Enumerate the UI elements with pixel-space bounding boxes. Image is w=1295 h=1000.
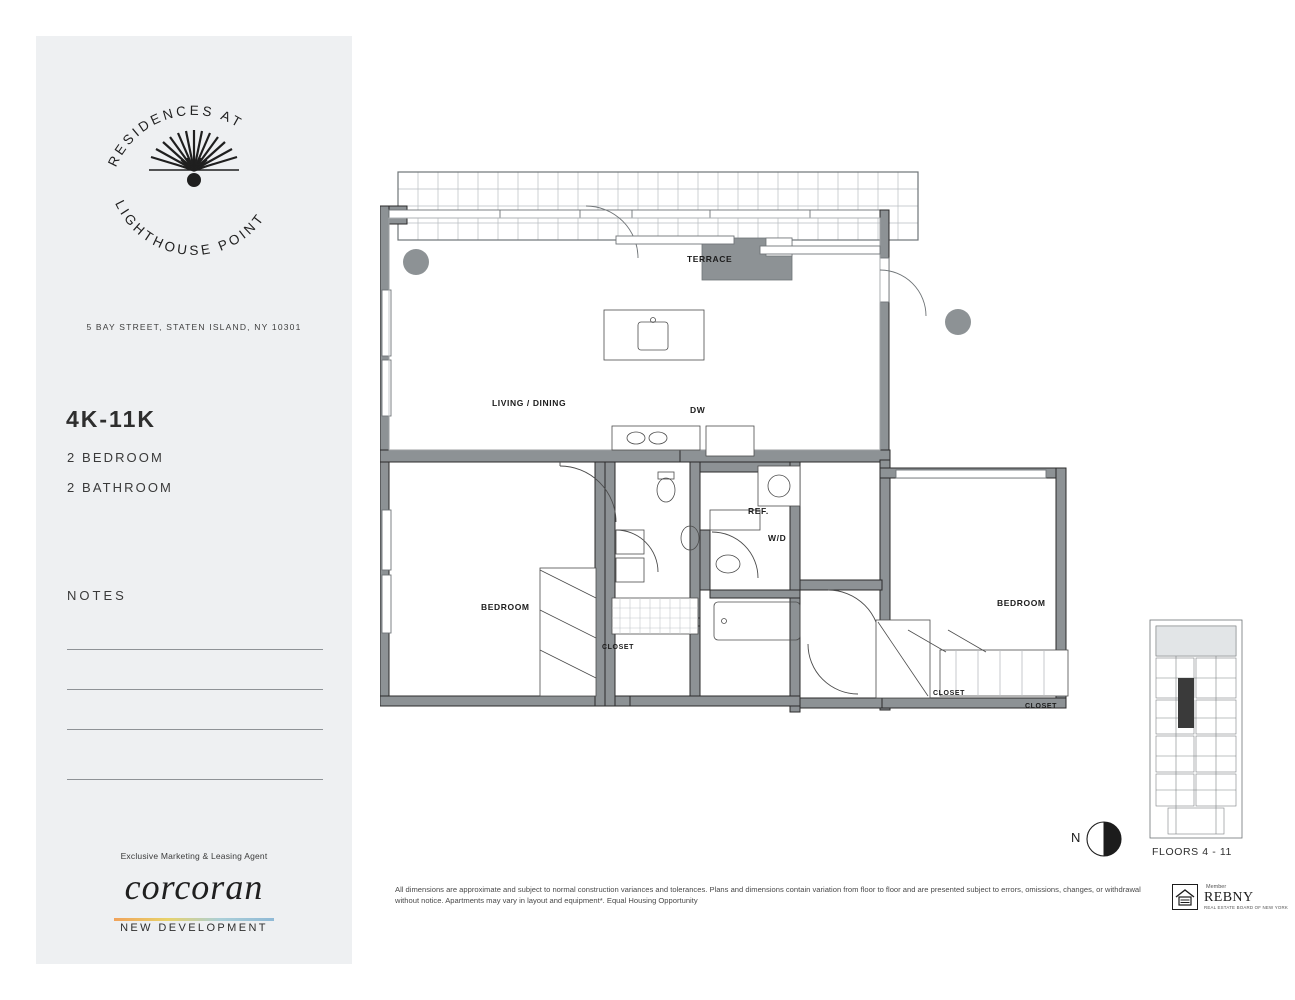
appliance-label-refrigerator: REF. xyxy=(748,506,769,516)
appliance-label-washer-dryer: W/D xyxy=(768,533,787,543)
sidebar xyxy=(36,36,352,964)
closet-label-left: CLOSET xyxy=(602,644,634,651)
svg-text:LIGHTHOUSE POINT: LIGHTHOUSE POINT xyxy=(112,197,268,258)
disclaimer-text: All dimensions are approximate and subject to normal construction variances and tolerances. Plans and dimensions contain variation from floor to floor and are presented subject to errors, omissions, changes, or withdrawal without notice. Apartments may vary in layout and equipment*. Equal Housing Opportunity xyxy=(395,885,1141,906)
notes-write-line[interactable] xyxy=(67,778,323,780)
room-label-living-dining: LIVING / DINING xyxy=(492,398,567,408)
sunburst-lighthouse-icon xyxy=(89,78,299,258)
compass-north-icon xyxy=(1065,818,1125,860)
corcoran-division-label: NEW DEVELOPMENT xyxy=(120,922,268,934)
room-label-bedroom-left: BEDROOM xyxy=(481,602,530,612)
floor-plan xyxy=(380,150,1160,730)
closet-label-right: CLOSET xyxy=(1025,703,1057,710)
rebny-logo: REBNY xyxy=(1204,890,1254,905)
svg-text:RESIDENCES AT: RESIDENCES AT xyxy=(105,102,247,169)
unit-bathrooms: 2 BATHROOM xyxy=(67,480,173,495)
corcoran-gradient-rule xyxy=(114,918,274,921)
notes-heading: NOTES xyxy=(67,588,127,603)
notes-write-line[interactable] xyxy=(67,728,323,730)
compass-letter: N xyxy=(1071,830,1081,845)
closet-label-right-small: CLOSET xyxy=(933,690,965,697)
notes-write-line[interactable] xyxy=(67,648,323,650)
page-title: 4K-11K xyxy=(66,406,156,432)
apartment-walls xyxy=(380,206,1066,712)
terrace-deck xyxy=(398,172,918,280)
rebny-member-label: Member xyxy=(1206,884,1227,890)
appliance-label-dishwasher: DW xyxy=(690,405,706,415)
corcoran-logo: corcoran xyxy=(124,867,264,907)
keyplan-floors-label: FLOORS 4 - 11 xyxy=(1152,846,1232,858)
room-label-bedroom-right: BEDROOM xyxy=(997,598,1046,608)
building-keyplan-icon xyxy=(1148,618,1244,840)
room-label-terrace: TERRACE xyxy=(687,254,733,264)
agent-label: Exclusive Marketing & Leasing Agent xyxy=(120,851,268,861)
rebny-subtitle: REAL ESTATE BOARD OF NEW YORK xyxy=(1204,905,1288,910)
property-address: 5 BAY STREET, STATEN ISLAND, NY 10301 xyxy=(86,322,302,332)
notes-write-line[interactable] xyxy=(67,688,323,690)
unit-bedrooms: 2 BEDROOM xyxy=(67,450,164,465)
brand-logo-block xyxy=(36,78,352,258)
